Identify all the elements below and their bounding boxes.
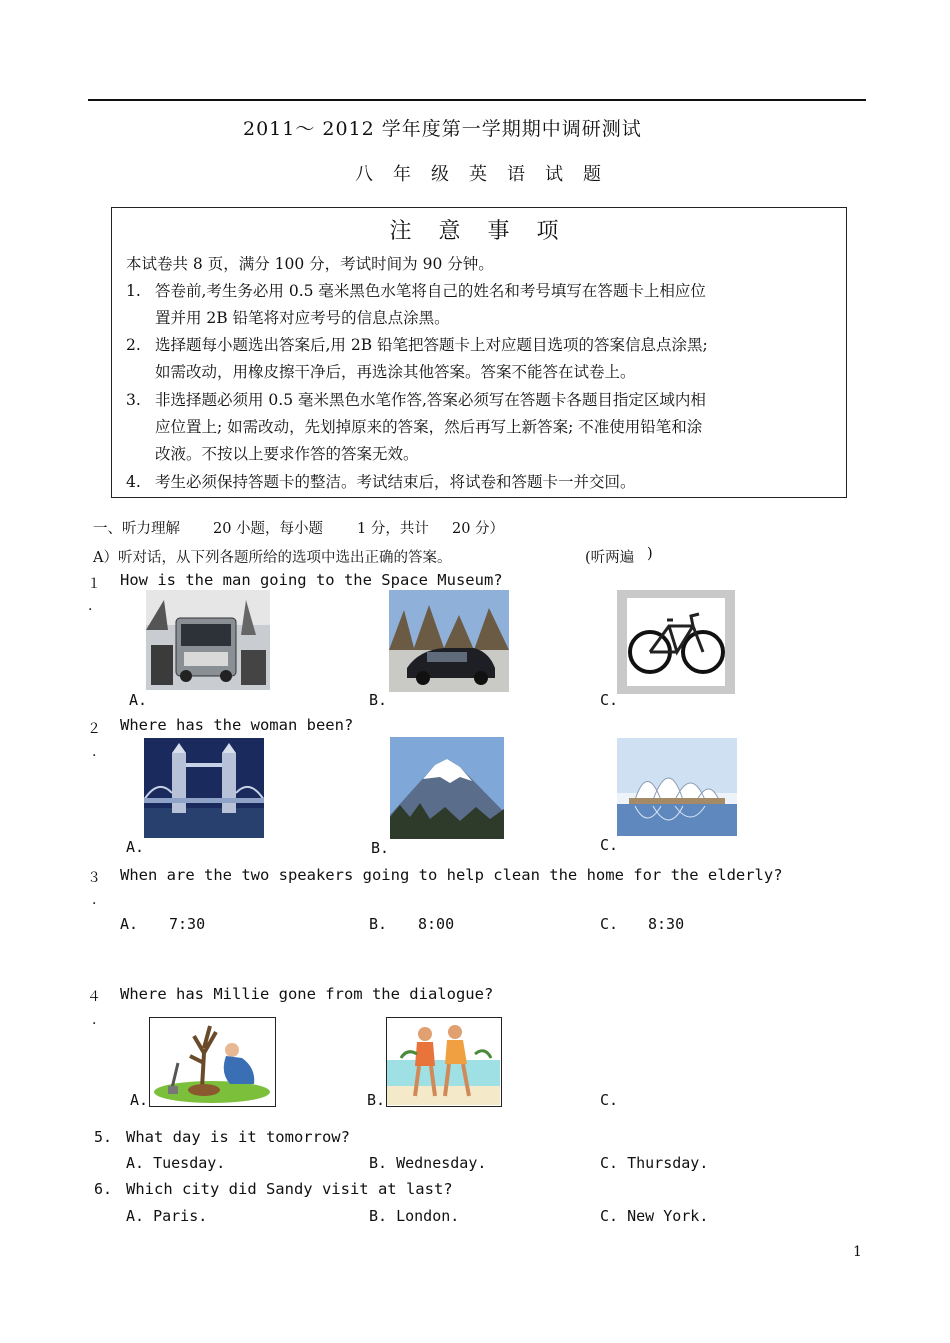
bicycle-image — [617, 590, 735, 694]
section-a-instruction: A）听对话，从下列各题所给的选项中选出正确的答案。 — [93, 550, 452, 566]
tower-bridge-image — [144, 738, 264, 838]
notice-item-line: 应位置上; 如需改动，先划掉原来的答案，然后再写上新答案; 不准使用铅笔和涂 — [155, 418, 703, 436]
section-a-note: (听两遍 — [585, 550, 635, 566]
question-text: When are the two speakers going to help clean the home for the elderly? — [120, 866, 783, 884]
question-text: Which city did Sandy visit at last? — [126, 1180, 453, 1198]
section-a-note-end: ) — [647, 546, 653, 562]
tree-planting-image — [149, 1017, 276, 1107]
notice-item-num: 1. — [126, 282, 141, 300]
question-dot: . — [92, 892, 97, 908]
option-label: A. — [129, 691, 148, 709]
section-part-name: 一、听力理解 — [93, 521, 180, 537]
notice-item-line: 非选择题必须用 0.5 毫米黑色水笔作答,答案必须写在答题卡各题目指定区域内相 — [155, 391, 706, 409]
beach-walk-icon — [387, 1018, 500, 1105]
car-image — [389, 590, 509, 692]
option: B. Wednesday. — [369, 1154, 487, 1172]
page-subtitle — [355, 160, 621, 186]
option: C. Thursday. — [600, 1154, 709, 1172]
option-value: 8:00 — [418, 915, 455, 933]
question-dot: . — [92, 1012, 97, 1028]
car-icon — [389, 590, 509, 692]
option-label: A. — [120, 915, 139, 933]
notice-box — [111, 207, 847, 498]
subtitle-char: 八 — [355, 164, 373, 185]
question-dot: . — [88, 598, 93, 614]
option-label: B. — [371, 839, 390, 857]
question-text: What day is it tomorrow? — [126, 1128, 350, 1146]
beach-walk-image — [386, 1017, 502, 1107]
option-value: 7:30 — [169, 915, 206, 933]
notice-intro: 本试卷共 8 页，满分 100 分，考试时间为 90 分钟。 — [126, 255, 494, 273]
question-number: ４ — [87, 989, 101, 1005]
subtitle-char: 年 — [393, 164, 411, 185]
bus-image — [146, 590, 270, 690]
question-number: １ — [87, 576, 101, 592]
top-rule — [88, 99, 866, 101]
option-label: B. — [367, 1091, 386, 1109]
option-label: C. — [600, 836, 619, 854]
option: C. New York. — [600, 1207, 709, 1225]
page-title: 2011～ 2012 学年度第一学期期中调研测试 — [243, 118, 642, 140]
mount-fuji-image — [390, 737, 504, 839]
question-text: Where has the woman been? — [120, 716, 354, 734]
opera-house-image — [617, 738, 737, 836]
notice-item-line: 答卷前,考生务必用 0.5 毫米黑色水笔将自己的姓名和考号填写在答题卡上相应位 — [155, 282, 706, 300]
option: B. London. — [369, 1207, 460, 1225]
question-number: 6. — [94, 1180, 113, 1198]
bicycle-icon — [617, 590, 735, 694]
notice-item-line: 如需改动，用橡皮擦干净后，再选涂其他答案。答案不能答在试卷上。 — [155, 363, 636, 381]
option-label: B. — [369, 691, 388, 709]
notice-item-num: 3. — [126, 391, 141, 409]
option: A. Tuesday. — [126, 1154, 226, 1172]
notice-item-line: 置并用 2B 铅笔将对应考号的信息点涂黑。 — [155, 309, 450, 327]
question-dot: . — [92, 744, 97, 760]
section-part-count: 20 小题，每小题 — [213, 521, 324, 537]
question-number: ２ — [87, 721, 101, 737]
subtitle-char: 英 — [469, 164, 487, 185]
section-part-points: 1 分，共计 — [357, 521, 429, 537]
notice-item-line: 改液。不按以上要求作答的答案无效。 — [155, 445, 419, 463]
notice-item-num: 4. — [126, 473, 141, 491]
notice-item-line: 考生必须保持答题卡的整洁。考试结束后，将试卷和答题卡一并交回。 — [155, 473, 636, 491]
tower-bridge-icon — [144, 738, 264, 838]
option-label: B. — [369, 915, 388, 933]
tree-planting-icon — [150, 1018, 274, 1105]
option-label: A. — [130, 1091, 149, 1109]
notice-item-num: 2. — [126, 336, 141, 354]
option-label: A. — [126, 838, 145, 856]
question-number: ３ — [87, 870, 101, 886]
subtitle-char: 语 — [507, 164, 525, 185]
notice-item-line: 选择题每小题选出答案后,用 2B 铅笔把答题卡上对应题目选项的答案信息点涂黑; — [155, 336, 708, 354]
option-label: C. — [600, 1091, 619, 1109]
question-number: 5. — [94, 1128, 113, 1146]
option-value: 8:30 — [648, 915, 685, 933]
subtitle-char: 试 — [545, 164, 563, 185]
option: A. Paris. — [126, 1207, 208, 1225]
notice-title: 注 意 事 项 — [389, 219, 569, 244]
subtitle-char: 级 — [431, 164, 449, 185]
question-text: How is the man going to the Space Museum? — [120, 571, 503, 589]
question-text: Where has Millie gone from the dialogue? — [120, 985, 494, 1003]
subtitle-char: 题 — [583, 164, 601, 185]
option-label: C. — [600, 915, 619, 933]
page-number: 1 — [853, 1244, 862, 1260]
bus-icon — [146, 590, 270, 690]
section-part-total: 20 分） — [452, 521, 505, 537]
mountain-icon — [390, 737, 504, 839]
option-label: C. — [600, 691, 619, 709]
opera-house-icon — [617, 738, 737, 836]
